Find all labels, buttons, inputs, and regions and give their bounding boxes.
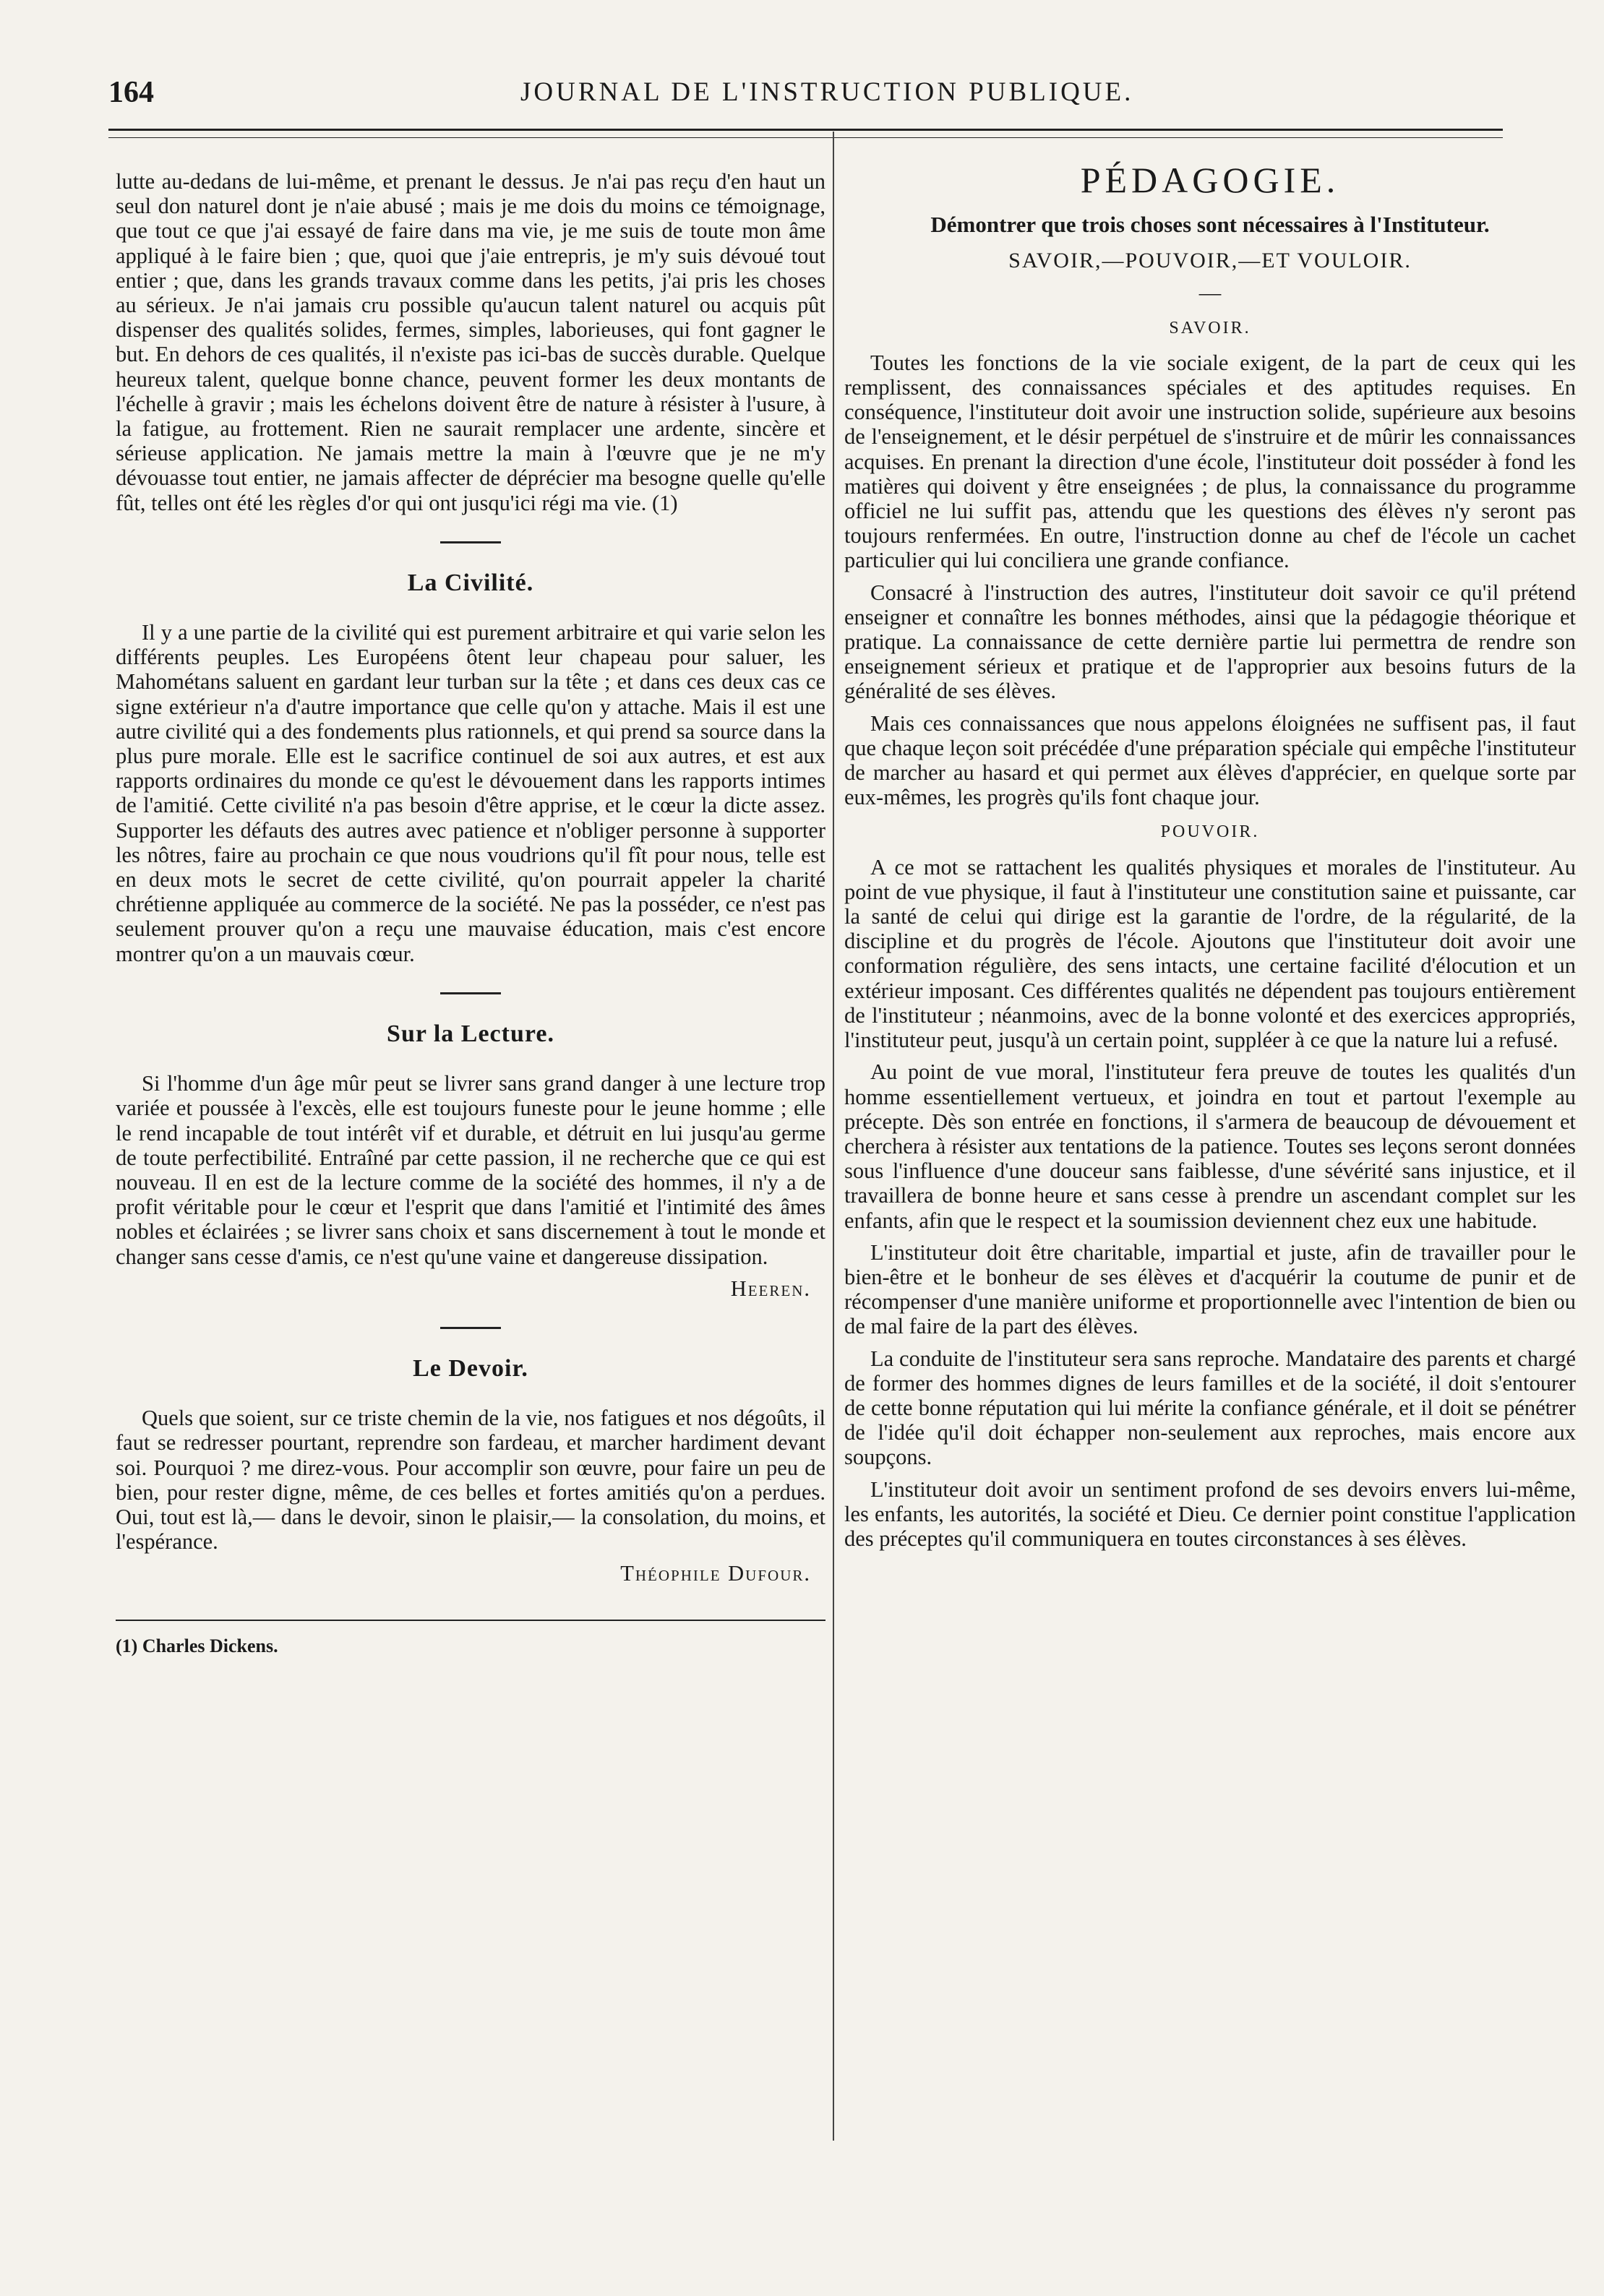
left-column [116, 169, 825, 1659]
lecture-paragraph: Si l'homme d'un âge mûr peut se livrer sans grand danger à une lecture trop variée et poussée à l'excès, elle est toujours funeste pour le jeune homme ; elle le rend incapable de tout intérêt vif et durable, et détruit en lui jusqu'au germe de toute perfectibilité. Entraîné par cette passion, il ne recherche que ce qui est nouveau. Il en est de la lecture comme de la société des hommes, il n'y a de profit véritable pour le cœur et l'esprit que dans l'amitié et l'intimité des âmes nobles et éclairées ; se livrer sans choix et sans discernement à tout le monde et changer sans cesse d'amis, ce n'est qu'une vaine et dangereuse dissipation. [116, 1071, 825, 1269]
savoir-paragraph-3: Mais ces connaissances que nous appelons éloignées ne suffisent pas, il faut que chaque leçon soit précédée d'une préparation spéciale qui empêche l'instituteur de marcher au hasard et qui permet aux élèves d'apprécier, en quelque sorte par eux-mêmes, les progrès qu'ils font chaque jour. [844, 710, 1576, 810]
section-divider [440, 541, 501, 543]
journal-title: JOURNAL DE L'INSTRUCTION PUBLIQUE. [520, 77, 1134, 107]
devoir-heading: Le Devoir. [413, 1354, 528, 1382]
savoir-heading: SAVOIR. [1169, 318, 1251, 337]
civilite-paragraph: Il y a une partie de la civilité qui est purement arbitraire et qui varie selon les différents peuples. Les Européens ôtent leur chapeau pour saluer, les Mahométans saluent en gardant leur turban sur la tête ; et dans ces deux cas ce signe extérieur n'a d'autre importance que celle qu'on y attache. Mais il est une autre civilité qui a des fondements plus rationnels, et qui prend sa source dans la plus pure morale. Elle est le sacrifice continuel de soi aux autres, et est aux rapports ordinaires du monde ce qu'est le dévouement dans les rapports intimes de l'amitié. Cette civilité n'a pas besoin d'être apprise, et le cœur la dicte assez. Supporter les défauts des autres avec patience et n'obliger personne à supporter les nôtres, faire au prochain ce que nous voudrions qu'il fît pour nous, telle est en deux mots le secret de cette civilité, qu'on pourrait appeler la charité chrétienne appliquée au commerce de la société. Ne pas la posséder, ce n'est pas seulement prouver qu'on a reçu une mauvaise éducation, mais c'est encore montrer qu'on a un mauvais cœur. [116, 620, 825, 966]
footnote-rule [116, 1620, 825, 1621]
dash-separator: — [1198, 280, 1222, 306]
section-divider [440, 1327, 501, 1329]
lecture-heading: Sur la Lecture. [387, 1020, 554, 1047]
pouvoir-paragraph-2: Au point de vue moral, l'instituteur fera preuve de toutes les qualités d'un homme essentiellement vertueux, et joindra en tout et partout l'exemple au précepte. Dès son entrée en fonctions, il s'armera de beaucoup de dévouement et cherchera à résister aux tentations de la patience. Toutes ses leçons seront données sous l'influence d'une douceur sans faiblesse, d'une sévérité sans injustice, et il travaillera de bonne heure et sans cesse à prendre un ascendant complet sur les enfants, afin que le respect et la soumission deviennent chez eux une habitude. [844, 1059, 1576, 1233]
column-separator [833, 132, 834, 2141]
savoir-paragraph-1: Toutes les fonctions de la vie sociale exigent, de la part de ceux qui les remplissent, des connaissances spéciales et des aptitudes requises. En conséquence, l'instituteur doit avoir une instruction solide, supérieure aux besoins de l'enseignement, et le désir perpétuel de s'instruire et de mûrir les connaissances acquises. En prenant la direction d'une école, l'instituteur doit posséder à fond les matières qui doivent y être enseignées ; de plus, la connaissance du programme officiel ne lui suffit pas, attendu que les questions des élèves n'y seront pas toujours renfermées. En outre, l'instruction donne au chef de l'école un cachet particulier qui lui conciliera une grande confiance. [844, 350, 1576, 573]
pouvoir-paragraph-3: L'instituteur doit être charitable, impartial et juste, afin de travailler pour le bien-être et le bonheur de ses élèves et d'acquérir la coutume de punir et de récompenser d'une manière uniforme et proportionnelle avec l'intention de bien ou de mal faire de la part des élèves. [844, 1239, 1576, 1339]
pedagogie-title: PÉDAGOGIE. [1080, 160, 1340, 200]
header-rule [108, 129, 1503, 131]
footnote: (1) Charles Dickens. [116, 1635, 278, 1656]
intro-paragraph: lutte au-dedans de lui-même, et prenant le dessus. Je n'ai pas reçu d'en haut un seul don naturel dont je n'aie abusé ; mais je me dois du moins ce témoignage, que tout ce que j'ai essayé de faire dans ma vie, je me suis de toute mon âme appliqué à le faire bien ; que, quoi que j'aie entrepris, je m'y suis dévoué tout entier ; que, dans les grands travaux comme dans les petits, j'ai pris les choses au sérieux. Je n'ai jamais cru possible qu'aucun talent naturel ou acquis pût dispenser des qualités solides, fermes, simples, laborieuses, qui font gagner le but. En dehors de ces qualités, il n'existe pas ici-bas de succès durable. Quelque heureux talent, quelque bonne chance, peuvent former les deux montants de l'échelle à gravir ; mais les échelons doivent être de nature à résister à l'usure, à la fatigue, au frottement. Rien ne saurait remplacer une ardente, sincère et sérieuse application. Ne jamais mettre la main à l'œuvre que je ne m'y dévouasse tout entier, ne jamais affecter de déprécier ma besogne quelle qu'elle fût, telles ont été les règles d'or qui ont jusqu'ici régi ma vie. (1) [116, 169, 825, 515]
savoir-paragraph-2: Consacré à l'instruction des autres, l'instituteur doit savoir ce qu'il prétend enseigner et connaître les bonnes méthodes, ainsi que la pédagogie théorique et pratique. La connaissance de cette dernière partie lui permettra de rendre son enseignement sérieux et pratique et de l'approprier aux besoins futurs de la généralité de ses élèves. [844, 580, 1576, 704]
civilite-heading: La Civilité. [407, 569, 534, 596]
header-rule-thin [108, 137, 1503, 138]
pouvoir-paragraph-4: La conduite de l'instituteur sera sans reproche. Mandataire des parents et chargé de former des hommes dignes de leurs familles et de la société, il doit s'entourer de cette bonne réputation qui lui mérite la confiance générale, et il doit se pénétrer de l'idée qu'il doit échapper non-seulement aux reproches, mais encore aux soupçons. [844, 1346, 1576, 1470]
devoir-paragraph: Quels que soient, sur ce triste chemin de la vie, nos fatigues et nos dégoûts, il faut se redresser pourtant, reprendre son fardeau, et marcher hardiment devant soi. Pourquoi ? me direz-vous. Pour accomplir son œuvre, pour faire un peu de bien, pour rester digne, même, de ces belles et fortes amitiés qu'on a perdues. Oui, tout est là,— dans le devoir, sinon le plaisir,— la consolation, du moins, et l'espérance. [116, 1406, 825, 1555]
section-divider [440, 992, 501, 994]
page-number: 164 [108, 76, 154, 109]
pouvoir-heading: POUVOIR. [1160, 822, 1260, 842]
right-column [844, 159, 1576, 1558]
pedagogie-subtitle-2: SAVOIR,—POUVOIR,—ET VOULOIR. [1008, 249, 1412, 273]
devoir-signature: Théophile Dufour. [620, 1561, 811, 1586]
pedagogie-subtitle: Démontrer que trois choses sont nécessaires à l'Instituteur. [930, 212, 1490, 238]
pouvoir-paragraph-1: A ce mot se rattachent les qualités physiques et morales de l'instituteur. Au point de vue physique, il faut à l'instituteur une constitution saine et puissante, car la santé de celui qui dirige est la garantie de l'ordre, de la régularité, de la discipline et du progrès de l'école. Ajoutons que l'instituteur doit avoir une conformation régulière, des sens intacts, une certaine facilité d'élocution et un extérieur imposant. Ces différentes qualités ne dépendent pas toujours entièrement de l'instituteur ; néanmoins, avec de la bonne volonté et des exercices appropriés, l'instituteur peut, jusqu'à un certain point, suppléer à ce que la nature lui a refusé. [844, 854, 1576, 1053]
pouvoir-paragraph-5: L'instituteur doit avoir un sentiment profond de ses devoirs envers lui-même, les enfants, les autorités, la société et Dieu. Ce dernier point constitue l'application des préceptes qu'il communiquera en toutes circonstances à ses élèves. [844, 1476, 1576, 1551]
lecture-signature: Heeren. [730, 1276, 811, 1301]
